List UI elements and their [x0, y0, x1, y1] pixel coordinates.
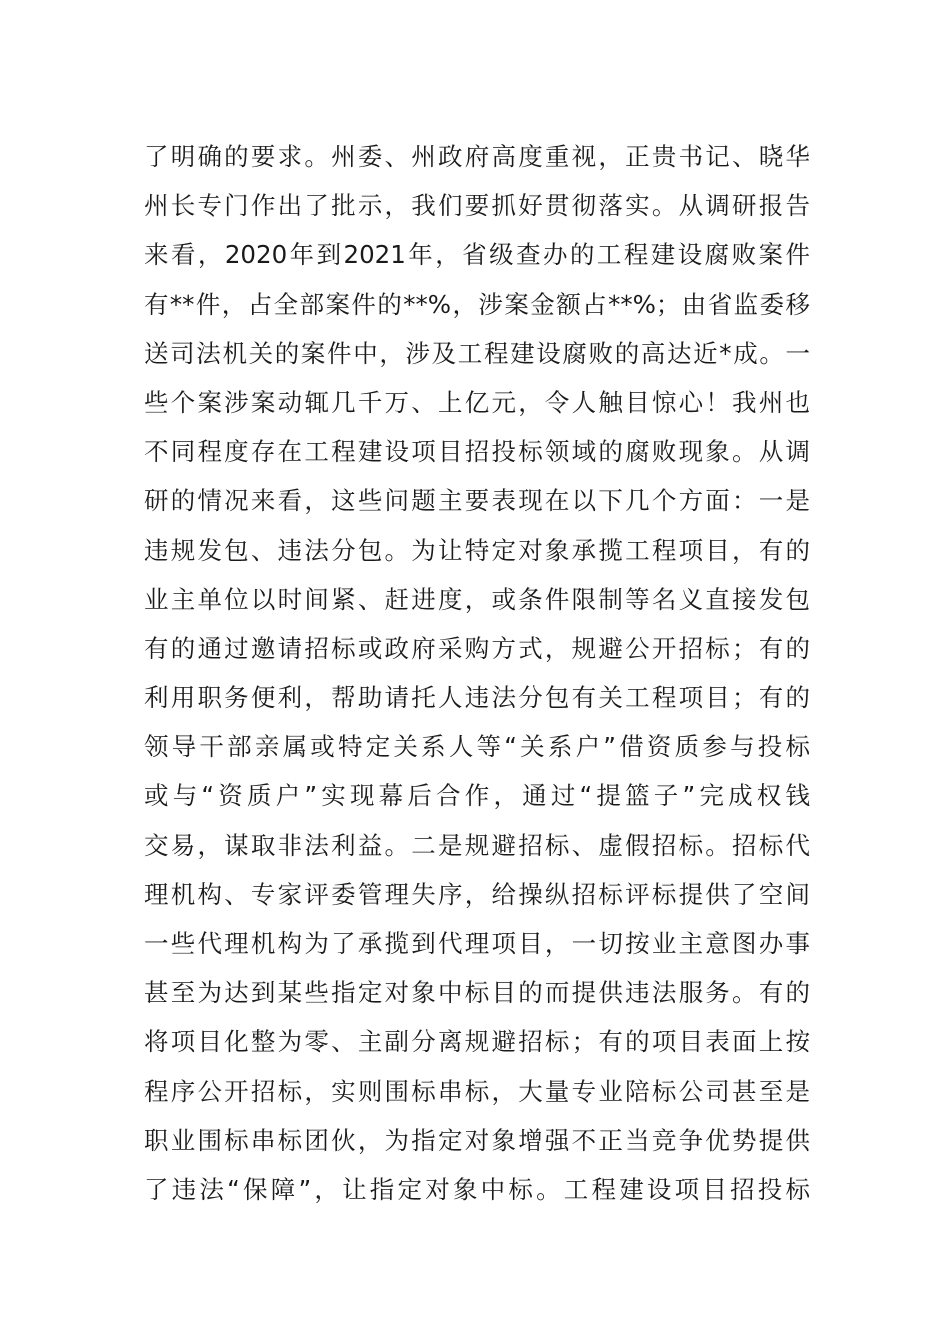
- text-line: 了违法“保障”，让指定对象中标。工程建设项目招投标: [144, 1174, 810, 1204]
- text-line: 职业围标串标团伙，为指定对象增强不正当竞争优势提供: [144, 1125, 810, 1155]
- text-line: 理机构、专家评委管理失序，给操纵招标评标提供了空间: [144, 879, 810, 909]
- text-line: 送司法机关的案件中，涉及工程建设腐败的高达近*成。一: [144, 338, 810, 368]
- text-line: 有**件，占全部案件的**%，涉案金额占**%；由省监委移: [144, 289, 810, 319]
- text-line: 或与“资质户”实现幕后合作，通过“提篮子”完成权钱: [144, 781, 810, 811]
- text-line: 来看，2020年到2021年，省级查办的工程建设腐败案件: [144, 240, 810, 270]
- text-line: 了明确的要求。州委、州政府高度重视，正贵书记、晓华: [144, 142, 810, 171]
- text-line: 州长专门作出了批示，我们要抓好贯彻落实。从调研报告: [144, 191, 810, 221]
- text-line: 些个案涉案动辄几千万、上亿元，令人触目惊心！我州也: [144, 387, 810, 417]
- text-line: 业主单位以时间紧、赶进度，或条件限制等名义直接发包: [144, 584, 810, 614]
- text-line: 交易，谋取非法利益。二是规避招标、虚假招标。招标代: [144, 830, 810, 860]
- text-line: 违规发包、违法分包。为让特定对象承揽工程项目，有的: [144, 535, 810, 565]
- text-line: 将项目化整为零、主副分离规避招标；有的项目表面上按: [144, 1027, 810, 1057]
- text-line: 有的通过邀请招标或政府采购方式，规避公开招标；有的: [144, 633, 810, 663]
- text-line: 一些代理机构为了承揽到代理项目，一切按业主意图办事: [144, 929, 810, 958]
- body-text: [144, 132, 810, 1214]
- text-line: 不同程度存在工程建设项目招投标领域的腐败现象。从调: [144, 437, 810, 467]
- text-line: 研的情况来看，这些问题主要表现在以下几个方面：一是: [144, 486, 810, 516]
- text-line: 甚至为达到某些指定对象中标目的而提供违法服务。有的: [144, 978, 810, 1008]
- text-line: 程序公开招标，实则围标串标，大量专业陪标公司甚至是: [144, 1076, 810, 1106]
- text-line: 领导干部亲属或特定关系人等“关系户”借资质参与投标: [144, 732, 810, 762]
- text-line: 利用职务便利，帮助请托人违法分包有关工程项目；有的: [144, 683, 810, 713]
